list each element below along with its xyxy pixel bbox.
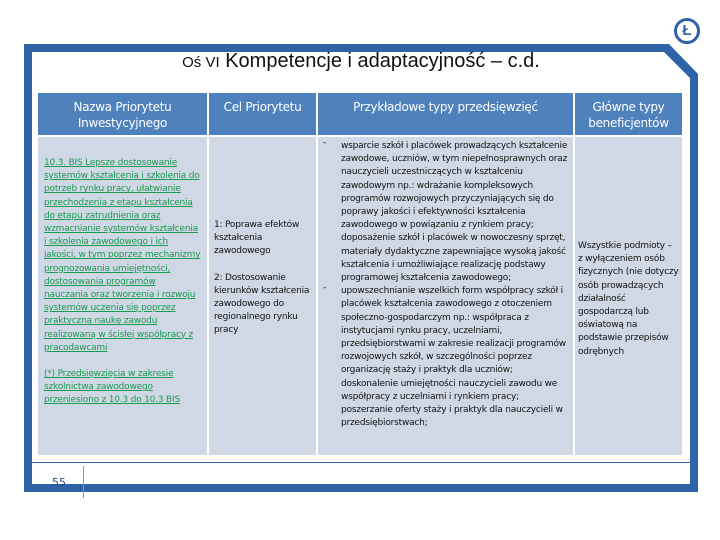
footer-divider (32, 462, 690, 463)
header-beneficiaries: Główne typy beneficjentów (575, 93, 682, 135)
header-priority-name: Nazwa Priorytetu Inwestycyjnego (38, 93, 207, 135)
priority-note-link[interactable]: (*) Przedsięwzięcia w zakresie szkolnictwa zawodowego przeniesiono z 10.3 do 10.3 BIS (44, 369, 180, 406)
header-actions: Przykładowe typy przedsięwzięć (318, 93, 573, 135)
beneficiaries-text: Wszystkie podmioty – z wyłączeniem osób fizycznych (nie dotyczy osób prowadzących działalność gospodarczą lub oświatową na podstawie przepisów odrębnych (578, 241, 679, 357)
page-number: 55 (52, 476, 66, 489)
priority-link[interactable]: 10.3. BIS Lepsze dostosowanie systemów kształcenia i szkolenia do potrzeb rynku pracy, ułatwianie przechodzenia z etapu kształcenia do etapu zatrudnienia oraz wzmacnianie systemów kształcenia i szkolenia zawodowego i ich jakości, w tym poprzez mechanizmy prognozowania umiejętności, dostosowania programów nauczania oraz tworzenia i rozwoju systemów uczenia się poprzez praktyczną naukę zawodu realizowaną w ścisłej współpracy z pracodawcami (44, 158, 201, 353)
actions-cell (318, 137, 573, 455)
logo-icon: Ł (674, 18, 700, 44)
priority-cell (38, 137, 207, 455)
action-item: - upowszechnianie wszelkich form współpracy szkół i placówek kształcenia zawodowego z otoczeniem społeczno-gospodarczym np.: współpraca z instytucjami rynku pracy, uczelniami, przedsiębiorstwami w zakresie realizacji programów rozwojowych szkół, w szczególności poprzez organizację staży i praktyk dla uczniów; doskonalenie umiejętności nauczycieli zawodu we współpracy z uczelniami i rynkiem pracy; poszerzanie oferty staży i praktyk dla nauczycieli w przedsiębiorstwach; (323, 285, 569, 430)
beneficiaries-cell (575, 137, 682, 455)
action-item: - wsparcie szkół i placówek prowadzących kształcenie zawodowe, uczniów, w tym niepełnosprawnych oraz nauczycieli uczestniczących w kształceniu zawodowym np.: wdrażanie kompleksowych programów rozwojowych przyczyniających się do poprawy jakości i efektywności kształcenia zawodowego w powiązaniu z rynkiem pracy; doposażenie szkół i placówek w nowoczesny sprzęt, materiały dydaktyczne zapewniające wysoką jakość kształcenia i umożliwiające realizację podstawy programowej kształcenia zawodowego; (323, 140, 569, 285)
goal-2: 2: Dostosowanie kierunków kształcenia zawodowego do regionalnego rynku pracy (214, 272, 310, 336)
footer-separator (83, 466, 84, 498)
page-title: Oś VI Kompetencje i adaptacyjność – c.d. (182, 50, 540, 72)
goal-1: 1: Poprawa efektów kształcenia zawodowego (214, 220, 300, 257)
goal-cell (209, 137, 316, 455)
header-goal: Cel Priorytetu (209, 93, 316, 135)
